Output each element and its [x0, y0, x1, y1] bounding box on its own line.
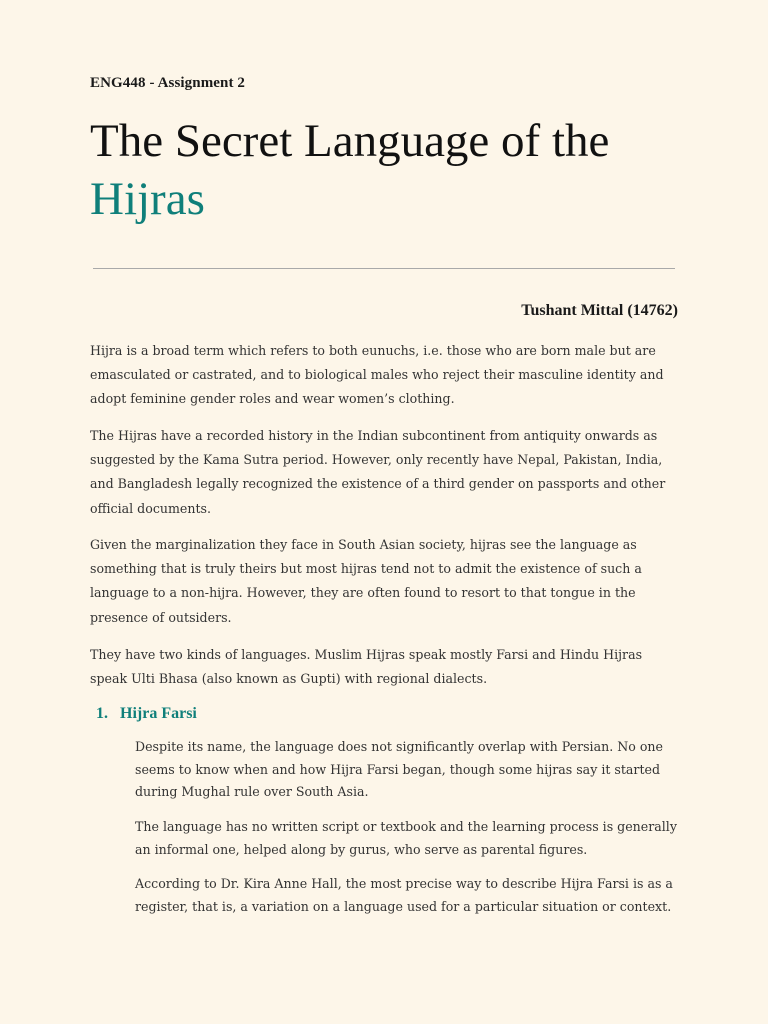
section-paragraph: The language has no written script or textbook and the learning process is generally an informal one, helped along by gurus, who serve as parental figures. [135, 819, 677, 857]
page-title [90, 112, 730, 228]
title-line-1: The Secret Language of the [90, 115, 610, 167]
title-divider [93, 268, 675, 269]
section-paragraph: According to Dr. Kira Anne Hall, the most precise way to describe Hijra Farsi is as a register, that is, a variation on a language used for a particular situation or context. [135, 876, 673, 914]
section-paragraph: Despite its name, the language does not significantly overlap with Persian. No one seems to know when and how Hijra Farsi began, though some hijras say it started during Mughal rule over South Asia. [135, 739, 663, 800]
body-paragraph: Given the marginalization they face in South Asian society, hijras see the language as something that is truly theirs but most hijras tend not to admit the existence of such a language to a non-hijra. However, they are often found to resort to that tongue in the presence of outsiders. [90, 537, 642, 625]
section-number: 1. [96, 705, 108, 722]
body-paragraph: Hijra is a broad term which refers to both eunuchs, i.e. those who are born male but are emasculated or castrated, and to biological males who reject their masculine identity and adopt feminine gender roles and wear women’s clothing. [90, 343, 664, 407]
section-title: Hijra Farsi [120, 705, 197, 722]
title-accent-word: Hijras [90, 173, 205, 225]
body-paragraph: The Hijras have a recorded history in the Indian subcontinent from antiquity onwards as suggested by the Kama Sutra period. However, only recently have Nepal, Pakistan, India, and Bangladesh legally recognized the existence of a third gender on passports and other official documents. [90, 428, 666, 516]
course-label: ENG448 - Assignment 2 [90, 75, 246, 91]
body-paragraph: They have two kinds of languages. Muslim Hijras speak mostly Farsi and Hindu Hijras speak Ulti Bhasa (also known as Gupti) with regional dialects. [90, 647, 643, 687]
section-heading [96, 705, 197, 723]
author-name: Tushant Mittal (14762) [521, 302, 678, 319]
